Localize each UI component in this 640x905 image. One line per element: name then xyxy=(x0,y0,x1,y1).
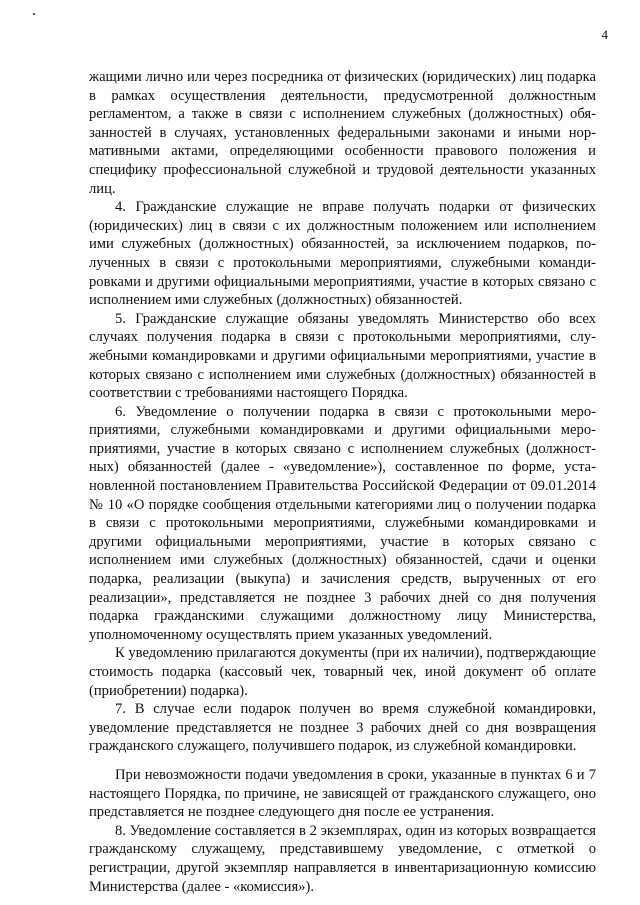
paragraph-item-5: 5. Гражданские служащие обязаны уведомлять Министерство обо всех случаях получения подарка в связи с протокольными мероприятиями, служебными командировками и другими официальными мероприятиями, участие в которых связано с исполнением ими служебных (должностных) обязанностей в соответствии с требованиями настоящего Порядка. xyxy=(89,310,596,402)
paragraph-item-4: 4. Гражданские служащие не вправе получать подарки от физических (юридических) лиц в связи с их должностным положением или исполнением ими служебных (должностных) обязанностей, за исключением подарков, полученных в связи с протокольными мероприятиями, служебными командировками и другими официальными мероприятиями, участие в которых связано с исполнением ими служебных (должностных) обязанностей. xyxy=(89,199,596,309)
paragraph-item-7: 7. В случае если подарок получен во время служебной командировки, уведомление представляется не позднее 3 рабочих дней со дня возвращения гражданского служащего, получившего подарок, из служебной командировки. xyxy=(89,701,596,755)
document-body xyxy=(89,68,596,896)
paragraph-continuation: жащими лично или через посредника от физических (юридических) лиц подарка в рамках осуществления деятельности, предусмотренной должностным регламентом, а также в связи с исполнением служебных (должностных) обязанностей в случаях, установленных федеральными законами и иными нормативными актами, определяющими особенности правового положения и специфику профессиональной служебной и трудовой деятельности указанных лиц. xyxy=(89,69,596,197)
paragraph-item-8: 8. Уведомление составляется в 2 экземплярах, один из которых возвращается гражданскому служащему, представившему уведомление, с отметкой о регистрации, другой экземпляр направляется в инвентаризационную комиссию Министерства (далее - «комиссия»). xyxy=(89,822,596,895)
paragraph-deadline-exception: При невозможности подачи уведомления в сроки, указанные в пунктах 6 и 7 настоящего Порядка, по причине, не зависящей от гражданского служащего, оно представляется не позднее следующего дня после ее устранения. xyxy=(89,766,596,821)
scan-dot xyxy=(33,13,35,15)
page-number: 4 xyxy=(601,27,608,42)
paragraph-attachments: К уведомлению прилагаются документы (при их наличии), подтверждающие стоимость подарка (кассовый чек, товарный чек, иной документ об оплате (приобретении) подарка). xyxy=(89,645,596,699)
paragraph-item-6: 6. Уведомление о получении подарка в связи с протокольными мероприятиями, служебными командировками и другими официальными мероприятиями, участие в которых связано с исполнением служебных (должностных) обязанностей (далее - «уведомление»), составленное по форме, установленной постановлением Правительства Российской Федерации от 09.01.2014 № 10 «О порядке сообщения отдельными категориями лиц о получении подарка в связи с протокольными мероприятиями, служебными командировками и другими официальными мероприятиями, участие в которых связано с исполнением ими служебных (должностных) обязанностей, сдачи и оценки подарка, реализации (выкупа) и зачисления средств, вырученных от его реализации», представляется не позднее 3 рабочих дней со дня получения подарка гражданскими служащими должностному лицу Министерства, уполномоченному осуществлять прием указанных уведомлений. xyxy=(89,403,596,643)
